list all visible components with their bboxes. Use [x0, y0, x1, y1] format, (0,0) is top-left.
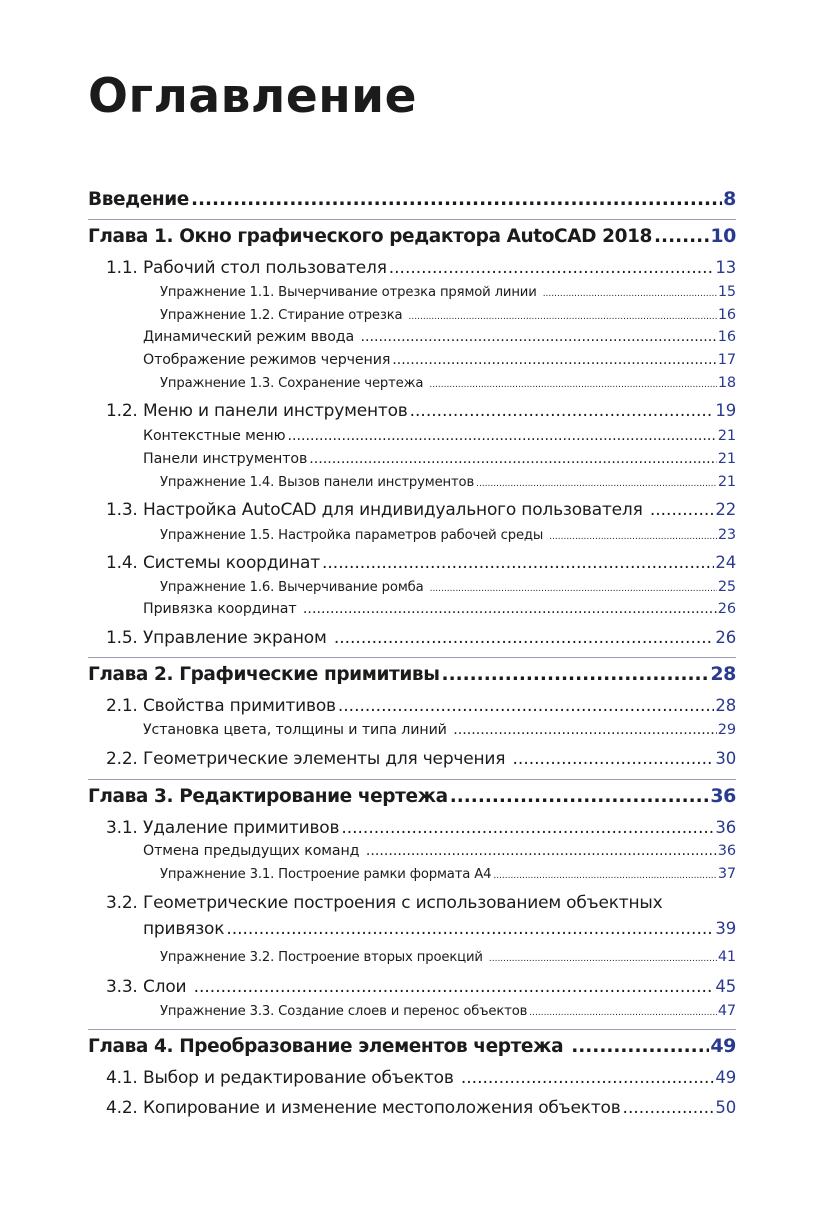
toc-entry-number: 2.1.: [106, 696, 138, 716]
toc-entry-exercise-1-5[interactable]: [160, 525, 736, 547]
dot-leader: [442, 663, 710, 687]
toc-entry-label: Динамический режим ввода: [143, 329, 359, 345]
chapter-divider: [88, 1029, 736, 1030]
toc-entry-section-3-2[interactable]: [143, 918, 736, 940]
toc-entry-chapter-3[interactable]: [88, 784, 736, 809]
dot-leader: [476, 474, 717, 494]
toc-entry-label: привязок: [143, 919, 225, 939]
toc-entry-label: Системы координат: [143, 553, 320, 573]
chapter-divider: [88, 779, 736, 780]
toc-entry-section-1-2[interactable]: [106, 400, 736, 422]
toc-entry-label: Геометрические элементы для черчения: [143, 749, 511, 769]
dot-leader: [338, 695, 715, 717]
toc-entry-label: Удаление примитивов: [143, 818, 340, 838]
chapter-divider: [88, 657, 736, 658]
toc-entry-page: 36: [717, 843, 736, 859]
dot-leader: [309, 449, 716, 469]
toc-entry-page: 8: [723, 188, 736, 210]
toc-entry-page: 47: [717, 1003, 736, 1019]
toc-entry-label: Упражнение 1.5. Настройка параметров рабочей среды: [160, 528, 548, 543]
toc-entry-label: Панели инструментов: [143, 451, 308, 467]
toc-entry-page: 36: [710, 785, 736, 807]
dot-leader: [366, 841, 717, 861]
dot-leader: [650, 499, 715, 521]
toc-entry-number: 3.3.: [106, 977, 138, 997]
toc-entry-page: 49: [715, 1068, 736, 1087]
toc-entry-label: Упражнение 3.2. Построение вторых проекций: [160, 950, 487, 965]
dot-leader: [226, 918, 714, 940]
toc-entry-label: Отмена предыдущих команд: [143, 843, 364, 859]
toc-entry-drawing-modes[interactable]: [143, 350, 736, 370]
toc-entry-label: Копирование и изменение местоположения объектов: [143, 1098, 621, 1118]
toc-entry-number: 4.2.: [106, 1098, 138, 1118]
toc-entry-section-1-4[interactable]: [106, 552, 736, 574]
toc-entry-page: 19: [715, 401, 736, 420]
toc-entry-label: Настройка AutoCAD для индивидуального пользователя: [143, 500, 648, 520]
dot-leader: [623, 1097, 715, 1119]
toc-entry-label: Упражнение 1.4. Вызов панели инструментов: [160, 475, 475, 490]
toc-entry-label: Управление экраном: [143, 628, 332, 648]
toc-entry-exercise-3-2[interactable]: [160, 947, 736, 969]
toc-entry-page: 15: [717, 284, 736, 300]
toc-entry-exercise-1-3[interactable]: [160, 373, 736, 395]
toc-entry-label: Свойства примитивов: [143, 696, 336, 716]
dot-leader: [287, 426, 716, 446]
toc-entry-page: 45: [715, 977, 736, 996]
toc-entry-page: 22: [715, 500, 736, 519]
dot-leader: [489, 949, 717, 969]
toc-entry-exercise-1-2[interactable]: [160, 305, 736, 327]
dot-leader: [571, 1035, 709, 1059]
toc-entry-page: 37: [717, 866, 736, 882]
toc-entry-page: 18: [717, 375, 736, 391]
toc-entry-label: Упражнение 1.2. Стирание отрезка: [160, 308, 407, 323]
toc-entry-number: 1.1.: [106, 258, 138, 278]
toc-entry-dynamic-input[interactable]: [143, 327, 736, 347]
dot-leader: [453, 720, 717, 740]
toc-entry-section-2-1[interactable]: [106, 695, 736, 717]
toc-entry-chapter-4[interactable]: [88, 1034, 736, 1059]
toc-entry-page: 25: [717, 579, 736, 595]
toc-entry-page: 21: [717, 474, 736, 490]
toc-entry-label: Контекстные меню: [143, 428, 286, 444]
toc-entry-label: Привязка координат: [143, 601, 301, 617]
dot-leader: [334, 627, 715, 649]
toc-entry-label: Геометрические построения с использованием объектных: [143, 893, 663, 913]
toc-entry-label: Глава 4. Преобразование элементов чертежа: [88, 1036, 570, 1057]
toc-entry-number: 1.4.: [106, 553, 138, 573]
toc-entry-exercise-1-1[interactable]: [160, 282, 736, 304]
toc-entry-exercise-3-1[interactable]: [160, 864, 736, 886]
toc-entry-undo-commands[interactable]: [143, 841, 736, 861]
toc-entry-page: 50: [715, 1098, 736, 1117]
toc-entry-page: 21: [717, 428, 736, 444]
toc-entry-label: Глава 3. Редактирование чертежа: [88, 786, 448, 807]
dot-leader: [303, 599, 717, 619]
toc-entry-page: 41: [717, 949, 736, 965]
toc-entry-page: 13: [715, 258, 736, 277]
toc-entry-exercise-1-6[interactable]: [160, 577, 736, 599]
toc-entry-page: 24: [715, 553, 736, 572]
dot-leader: [341, 817, 714, 839]
toc-entry-label: Упражнение 1.6. Вычерчивание ромба: [160, 580, 428, 595]
toc-entry-exercise-3-3[interactable]: [160, 1001, 736, 1023]
toc-entry-context-menus[interactable]: [143, 426, 736, 446]
toc-entry-page: 49: [710, 1035, 736, 1057]
toc-entry-introduction[interactable]: [88, 187, 736, 212]
toc-entry-page: 16: [717, 329, 736, 345]
toc-entry-number: 1.2.: [106, 401, 138, 421]
dot-leader: [543, 284, 717, 304]
page-title: Оглавление: [88, 69, 417, 124]
dot-leader: [194, 976, 715, 998]
toc-entry-number: 2.2.: [106, 749, 138, 769]
toc-entry-section-3-1[interactable]: [106, 817, 736, 839]
toc-entry-section-3-2-line1[interactable]: [106, 892, 663, 914]
toc-entry-page: 28: [710, 663, 736, 685]
toc-entry-label: Выбор и редактирование объектов: [143, 1068, 459, 1088]
toc-entry-number: 1.3.: [106, 500, 138, 520]
dot-leader: [392, 350, 716, 370]
toc-entry-chapter-2[interactable]: [88, 662, 736, 687]
dot-leader: [450, 785, 710, 809]
toc-entry-exercise-1-4[interactable]: [160, 472, 736, 494]
toc-entry-line-properties[interactable]: [143, 720, 736, 740]
toc-entry-label: Упражнение 1.3. Сохранение чертежа: [160, 376, 428, 391]
toc-entry-label: Упражнение 3.3. Создание слоев и перенос объектов: [160, 1004, 528, 1019]
toc-entry-section-2-2[interactable]: [106, 748, 736, 770]
toc-entry-page: 29: [717, 722, 736, 738]
toc-entry-page: 28: [715, 696, 736, 715]
dot-leader: [429, 375, 717, 395]
toc-entry-label: Глава 2. Графические примитивы: [88, 664, 440, 685]
toc-entry-number: 3.2.: [106, 893, 138, 913]
dot-leader: [322, 552, 714, 574]
toc-entry-section-3-3[interactable]: [106, 976, 736, 998]
toc-entry-toolbars[interactable]: [143, 449, 736, 469]
toc-entry-page: 39: [715, 919, 736, 938]
toc-entry-number: 4.1.: [106, 1068, 138, 1088]
dot-leader: [409, 307, 717, 327]
dot-leader: [361, 327, 717, 347]
toc-entry-page: 16: [717, 307, 736, 323]
toc-entry-label: Упражнение 1.1. Вычерчивание отрезка прямой линии: [160, 285, 541, 300]
toc-entry-page: 17: [717, 352, 736, 368]
toc-entry-page: 23: [717, 527, 736, 543]
toc-entry-coordinate-snap[interactable]: [143, 599, 736, 619]
dot-leader: [410, 400, 715, 422]
toc-entry-label: Глава 1. Окно графического редактора AutoCAD 2018: [88, 226, 653, 247]
dot-leader: [191, 188, 722, 212]
toc-entry-page: 26: [715, 628, 736, 647]
toc-entry-label: Меню и панели инструментов: [143, 401, 408, 421]
toc-entry-number: 3.1.: [106, 818, 138, 838]
toc-entry-section-1-3[interactable]: [106, 499, 736, 521]
dot-leader: [389, 257, 715, 279]
toc-entry-page: 26: [717, 601, 736, 617]
dot-leader: [430, 579, 717, 599]
toc-entry-page: 21: [717, 451, 736, 467]
dot-leader: [529, 1003, 717, 1023]
toc-entry-chapter-1[interactable]: [88, 224, 736, 249]
dot-leader: [654, 225, 709, 249]
toc-entry-label: Рабочий стол пользователя: [143, 258, 387, 278]
toc-entry-number: 1.5.: [106, 628, 138, 648]
toc-entry-label: Отображение режимов черчения: [143, 352, 391, 368]
toc-entry-page: 10: [710, 225, 736, 247]
toc-entry-label: Введение: [88, 189, 189, 210]
toc-entry-section-1-1[interactable]: [106, 257, 736, 279]
toc-entry-label: Слои: [143, 977, 192, 997]
dot-leader: [461, 1067, 715, 1089]
toc-entry-page: 36: [715, 818, 736, 837]
chapter-divider: [88, 219, 736, 220]
toc-entry-section-4-2[interactable]: [106, 1097, 736, 1119]
toc-entry-page: 30: [715, 749, 736, 768]
toc-entry-label: Упражнение 3.1. Построение рамки формата А4: [160, 867, 492, 882]
toc-entry-section-4-1[interactable]: [106, 1067, 736, 1089]
dot-leader: [513, 748, 715, 770]
dot-leader: [493, 866, 717, 886]
toc-entry-section-1-5[interactable]: [106, 627, 736, 649]
dot-leader: [549, 527, 717, 547]
toc-entry-label: Установка цвета, толщины и типа линий: [143, 722, 452, 738]
